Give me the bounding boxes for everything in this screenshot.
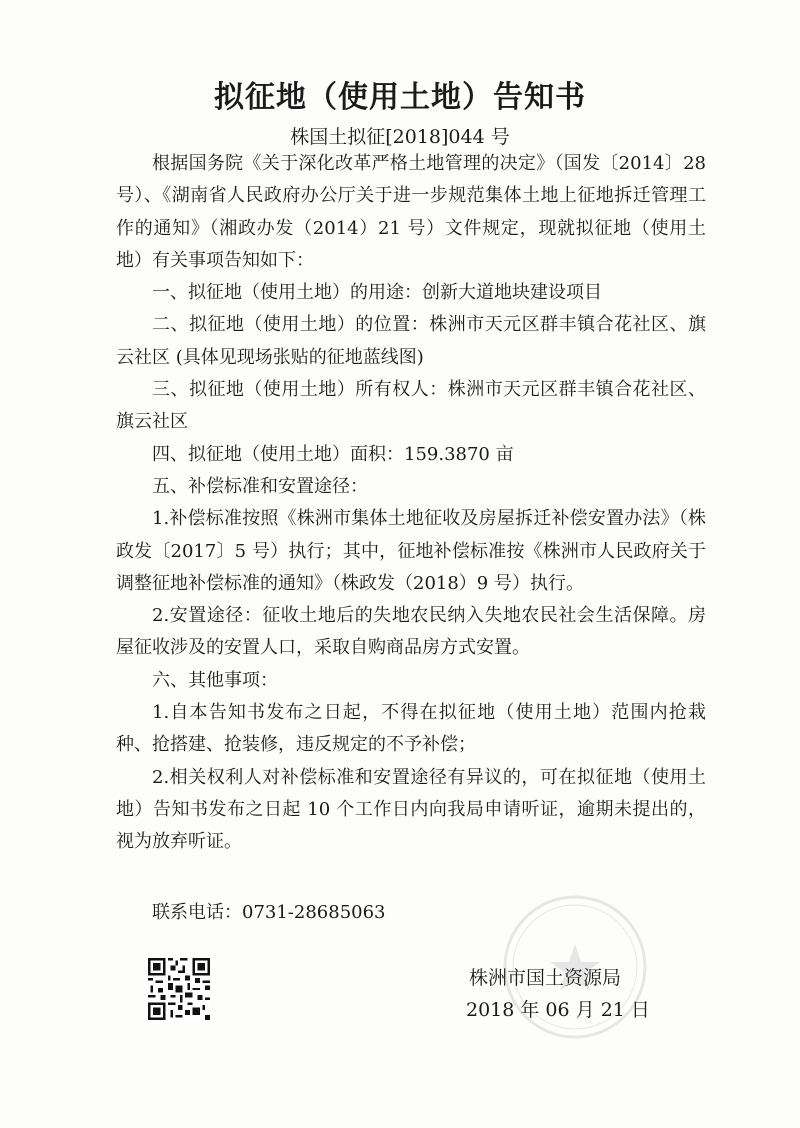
paragraph-other-2: 2.相关权利人对补偿标准和安置途径有异议的，可在拟征地（使用土地）告知书发布之日起 10 个工作日内向我局申请听证，逾期未提出的，视为放弃听证。 (116, 766, 706, 853)
paragraph-owner: 三、拟征地（使用土地）所有权人：株洲市天元区群丰镇合花社区、旗云社区 (116, 379, 706, 433)
paragraph-intro: 根据国务院《关于深化改革严格土地管理的决定》（国发〔2014〕28 号）、《湖南省人民政府办公厅关于进一步规范集体土地上征地拆迁管理工作的通知》（湘政办发（2014）21 号）文件规定，现就拟征地（使用土地）有关事项告知如下： (116, 153, 706, 271)
paragraph-location: 二、拟征地（使用土地）的位置：株洲市天元区群丰镇合花社区、旗云社区 (具体见现场张贴的征地蓝线图) (116, 314, 706, 368)
paragraph-compensation-standard: 1.补偿标准按照《株洲市集体土地征收及房屋拆迁补偿安置办法》（株政发〔2017〕5 号）执行；其中，征地补偿标准按《株洲市人民政府关于调整征地补偿标准的通知》（株政发（2018）9 号）执行。 (116, 508, 706, 594)
paragraph-compensation-heading: 五、补偿标准和安置途径： (152, 475, 368, 497)
paragraph-other-heading: 六、其他事项： (152, 669, 278, 691)
paragraph-purpose: 一、拟征地（使用土地）的用途：创新大道地块建设项目 (152, 282, 602, 304)
paragraph-area: 四、拟征地（使用土地）面积：159.3870 亩 (152, 443, 514, 465)
issue-date: 2018 年 06 月 21 日 (466, 999, 650, 1021)
paragraph-resettlement: 2.安置途径：征收土地后的失地农民纳入失地农民社会生活保障。房屋征收涉及的安置人口，采取自购商品房方式安置。 (116, 605, 706, 659)
contact-phone: 联系电话：0731-28685063 (152, 902, 386, 923)
paragraph-other-1: 1.自本告知书发布之日起，不得在拟征地（使用土地）范围内抢栽种、抢搭建、抢装修，违反规定的不予补偿； (116, 702, 706, 756)
document-body (116, 148, 706, 859)
document-title: 拟征地（使用土地）告知书 (214, 80, 586, 115)
qr-code-icon (148, 958, 210, 1020)
issuer-name: 株洲市国土资源局 (469, 967, 622, 989)
document-number: 株国土拟征[2018]044 号 (290, 126, 510, 148)
